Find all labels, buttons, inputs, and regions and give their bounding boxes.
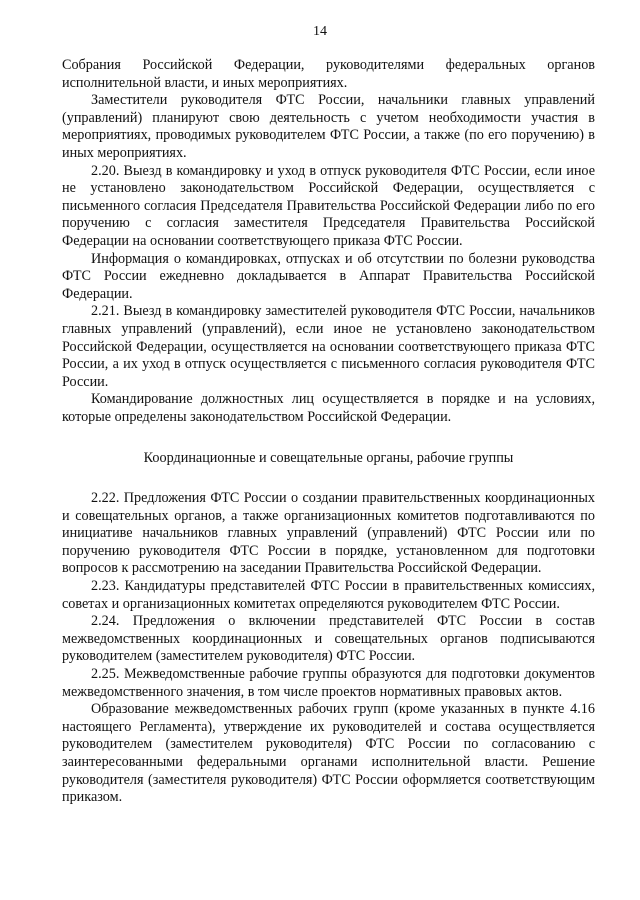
paragraph-2-23: 2.23. Кандидатуры представителей ФТС России в правительственных комиссиях, советах и организационных комитетах определяются руководителем ФТС России. [62,578,595,612]
section-heading: Координационные и совещательные органы, рабочие группы [143,450,514,467]
paragraph-2-24: 2.24. Предложения о включении представителей ФТС России в состав межведомственных координационных и совещательных органов подписываются руководителем (заместителем руководителя) ФТС России. [62,613,595,665]
document-body [62,57,595,807]
paragraph-2-20: 2.20. Выезд в командировку и уход в отпуск руководителя ФТС России, если иное не установлено законодательством Российской Федерации, осуществляется с письменного согласия Председателя Правительства Российской Федерации либо по его поручению с согласия заместителя Председателя Правительства Российской Федерации на основании соответствующего приказа ФТС России. [62,162,595,249]
paragraph-2-22: 2.22. Предложения ФТС России о создании правительственных координационных и совещательных органов, а также организационных комитетов подготавливаются по инициативе начальников главных управлений (управлений) ФТС России или по поручению руководителя ФТС России в порядке, установленном для подготовки вопросов к рассмотрению на заседании Правительства Российской Федерации. [62,490,595,577]
paragraph-deputies-planning: Заместители руководителя ФТС России, начальники главных управлений (управлений) планируют свою деятельность с учетом необходимости участия в мероприятиях, проводимых руководителем ФТС России, а также (по его поручению) в иных мероприятиях. [62,92,595,161]
paragraph-continuation: Собрания Российской Федерации, руководителями федеральных органов исполнительной власти, и иных мероприятиях. [62,57,595,91]
paragraph-2-21: 2.21. Выезд в командировку заместителей руководителя ФТС России, начальников главных управлений (управлений), если иное не установлено законодательством Российской Федерации, осуществляется на основании соответствующего приказа ФТС России, а их уход в отпуск осуществляется с письменного согласия руководителя ФТС России. [62,303,595,390]
paragraph-absence-info: Информация о командировках, отпусках и об отсутствии по болезни руководства ФТС России ежедневно докладывается в Аппарат Правительства Российской Федерации. [62,250,595,302]
paragraph-2-25: 2.25. Межведомственные рабочие группы образуются для подготовки документов межведомственного значения, в том числе проектов нормативных правовых актов. [62,666,595,700]
paragraph-secondment: Командирование должностных лиц осуществляется в порядке и на условиях, которые определены законодательством Российской Федерации. [62,391,595,425]
page-number: 14 [313,24,327,39]
paragraph-working-groups: Образование межведомственных рабочих групп (кроме указанных в пункте 4.16 настоящего Регламента), утверждение их руководителей и состава осуществляется руководителем (заместителем руководителя) ФТС России по согласованию с заинтересованными федеральными органами исполнительной власти. Решение руководителя (заместителя руководителя) ФТС России оформляется соответствующим приказом. [62,701,595,806]
